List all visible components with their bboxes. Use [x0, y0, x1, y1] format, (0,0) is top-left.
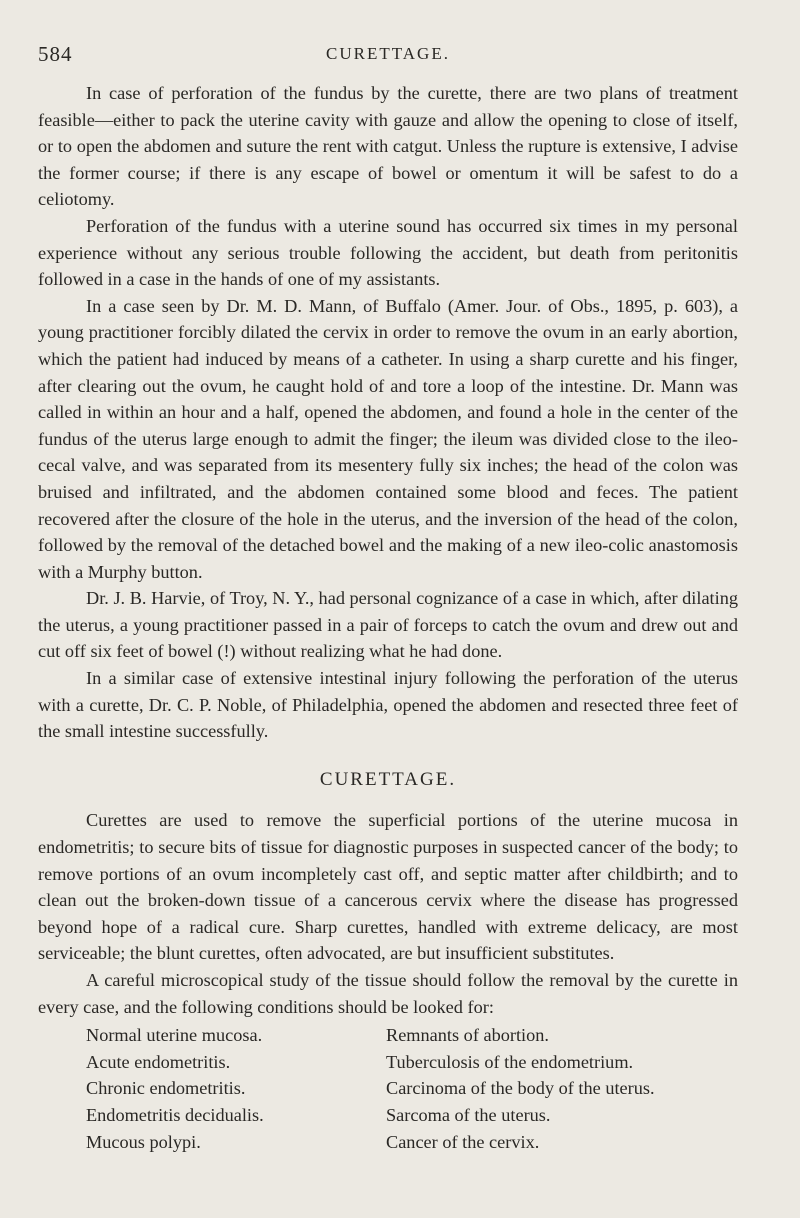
conditions-list — [38, 1022, 738, 1155]
paragraph-uterine-sound: Perforation of the fundus with a uterine sound has occurred six times in my personal experience without any serious trouble following the accident, but death from peritonitis followed in a case in the hands of one of my assistants. — [38, 215, 738, 290]
running-head: CURETTAGE. — [326, 44, 450, 63]
paragraph-perforation-treatment: In case of perforation of the fundus by the curette, there are two plans of treatment feasible—either to pack the uterine cavity with gauze and allow the opening to close of itself, or to open the abdomen and suture the rent with catgut. Unless the rupture is extensive, I advise the former course; if there is any escape of bowel or omentum it will be safest to do a celiotomy. — [38, 83, 738, 210]
condition-item: Endometritis decidualis. — [86, 1104, 264, 1125]
condition-item: Carcinoma of the body of the uterus. — [386, 1078, 655, 1099]
paragraph-harvie-case: Dr. J. B. Harvie, of Troy, N. Y., had personal cognizance of a case in which, after dilating the uterus, a young practitioner passed in a pair of forceps to catch the ovum and drew out and cut off six feet of bowel (!) without realizing what he had done. — [38, 588, 738, 662]
body-text — [38, 80, 738, 1155]
condition-item: Remnants of abortion. — [386, 1025, 549, 1046]
condition-item: Tuberculosis of the endometrium. — [386, 1051, 634, 1072]
section-title: CURETTAGE. — [319, 768, 457, 790]
page-number: 584 — [38, 42, 73, 66]
condition-item: Normal uterine mucosa. — [86, 1025, 263, 1046]
paragraph-noble-case: In a similar case of extensive intestinal injury following the perforation of the uterus with a curette, Dr. C. P. Noble, of Philadelphia, opened the abdomen and resected three feet of the small intestine successfully. — [38, 668, 738, 742]
page-header — [38, 42, 738, 72]
condition-item: Chronic endometritis. — [86, 1078, 246, 1099]
condition-item: Acute endometritis. — [86, 1051, 231, 1072]
paragraph-mann-case: In a case seen by Dr. M. D. Mann, of Buffalo (Amer. Jour. of Obs., 1895, p. 603), a young practitioner forcibly dilated the cervix in order to remove the ovum in an early abortion, which the patient had induced by means of a catheter. In using a sharp curette and his finger, after clearing out the ovum, he caught hold of and tore a loop of the intestine. Dr. Mann was called in within an hour and a half, opened the abdomen, and found a hole in the center of the fundus of the uterus large enough to admit the finger; the ileum was divided close to the ileo-cecal valve, and was separated from its mesentery fully six inches; the head of the colon was bruised and infiltrated, and the abdomen contained some blood and feces. The patient recovered after the closure of the hole in the uterus, and the inversion of the head of the colon, followed by the removal of the detached bowel and the making of a new ileo-colic anastomosis with a Murphy button. — [38, 295, 738, 582]
condition-item: Sarcoma of the uterus. — [386, 1104, 551, 1125]
condition-item: Cancer of the cervix. — [386, 1131, 540, 1152]
paragraph-curettes-use: Curettes are used to remove the superficial portions of the uterine mucosa in endometritis; to secure bits of tissue for diagnostic purposes in suspected cancer of the body; to remove portions of an ovum incompletely cast off, and septic matter after childbirth; and to clean out the broken-down tissue of a cancerous cervix where the disease has progressed beyond hope of a radical cure. Sharp curettes, handled with extreme delicacy, are most serviceable; the blunt curettes, often advocated, are but insufficient substitutes. — [38, 810, 738, 964]
paragraph-microscopical-study: A careful microscopical study of the tissue should follow the removal by the curette in every case, and the following conditions should be looked for: — [38, 970, 738, 1017]
condition-item: Mucous polypi. — [86, 1131, 201, 1152]
